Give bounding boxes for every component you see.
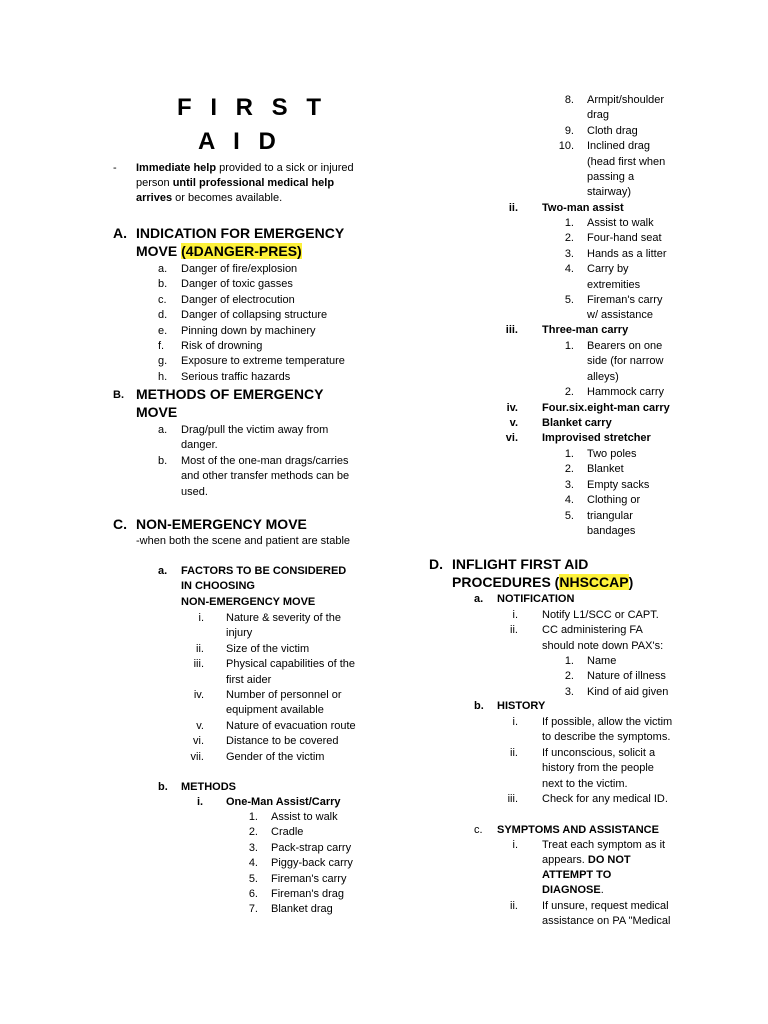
multi-man-marker: iv. [506,402,518,414]
list-item-text: Danger of fire/explosion [181,263,298,275]
list-item-marker: 3. [564,478,574,491]
list-item-marker: i. [198,612,204,624]
list-item-marker: 1. [564,448,574,460]
list-item-text: Fireman's carry [587,294,663,306]
factors-marker: a. [158,565,168,577]
list-item-text: Assist to walk [587,217,654,229]
list-item-marker: 8. [564,94,574,106]
list-item-marker: 10. [558,140,574,153]
list-item-text: injury [226,627,253,640]
list-item-marker: iii. [193,658,204,671]
list-item-text: (head first when [587,155,666,168]
list-item-marker: v. [196,719,204,732]
symptoms-item-1-marker: i. [512,839,518,851]
list-item-marker: 5. [564,294,574,306]
section-b-marker: B. [113,389,124,401]
symptoms-item-2-line-2: assistance on PA "Medical [542,915,671,927]
list-item-text: Carry by [587,263,629,276]
list-item-text: Nature of evacuation route [226,719,356,732]
list-item-marker: 2. [248,826,258,839]
list-item-text: Clothing or [587,494,641,507]
list-item-text: Danger of collapsing structure [181,309,328,322]
list-item-marker: 6. [248,888,258,900]
title-line-1: F I R S T [177,94,327,121]
list-item-text: Piggy-back carry [271,857,353,870]
list-item-text: Notify L1/SCC or CAPT. [542,609,659,621]
list-item-text: Pack-strap carry [271,841,352,854]
symptoms-item-2-line-1: If unsure, request medical [542,900,669,912]
list-item-marker: i. [512,716,518,728]
intro-line-1: Immediate help provided to a sick or injured [136,162,354,174]
symptoms-item-1-line-1: Treat each symptom as it [542,839,666,851]
list-item-marker: b. [158,454,168,467]
methods-marker: b. [158,781,168,793]
symptoms-label: SYMPTOMS AND ASSISTANCE [497,824,659,836]
list-item-marker: h. [158,370,168,383]
list-item-text: w/ assistance [587,309,654,322]
section-d-marker: D. [429,556,443,572]
two-man-marker: ii. [508,202,518,214]
list-item-text: Bearers on one [587,340,663,352]
list-item-marker: 5. [248,872,258,885]
improvised-label: Improvised stretcher [542,432,651,444]
multi-man-label: Four.six.eight-man carry [542,402,670,414]
list-item-text: side (for narrow [587,355,664,368]
list-item-marker: i. [512,609,518,621]
list-item-text: Physical capabilities of the [226,658,356,671]
list-item-text: Check for any medical ID. [542,793,668,805]
section-d-heading-line-2: PROCEDURES (NHSCCAP) [452,574,634,590]
methods-label: METHODS [181,781,236,793]
list-item-marker: g. [158,355,168,368]
list-item-marker: 2. [564,670,574,683]
list-item-text: Cloth drag [587,124,638,137]
blanket-carry-label: Blanket carry [542,417,612,429]
list-item-text: drag [587,109,610,122]
list-item-text: Assist to walk [271,811,338,823]
symptoms-marker: c. [474,824,483,836]
two-man-label: Two-man assist [542,202,624,214]
list-item-text: and other transfer methods can be [181,470,350,483]
list-item-text: Empty sacks [587,478,650,491]
list-item-text: extremities [587,278,641,291]
list-item-text: equipment available [226,704,324,717]
list-item-marker: vii. [190,750,204,763]
list-item-text: should note down PAX's: [542,639,664,652]
list-item-marker: 4. [564,494,574,507]
list-item-text: first aider [226,673,272,686]
intro-line-3: arrives or becomes available. [136,192,283,204]
history-marker: b. [474,700,484,712]
list-item-text: passing a [587,171,635,183]
list-item-marker: 1. [564,340,574,352]
list-item-text: Drag/pull the victim away from [181,424,329,436]
section-c-marker: C. [113,516,127,532]
symptoms-item-1-line-3: ATTEMPT TO [542,869,612,881]
three-man-marker: iii. [505,324,518,336]
notification-marker: a. [474,593,484,605]
symptoms-item-1-line-4: DIAGNOSE. [542,884,604,896]
factors-line-2: IN CHOOSING [181,580,255,592]
list-item-marker: 1. [248,811,258,823]
highlight-nhsccap: NHSCCAP [559,574,629,590]
list-item-text: Distance to be covered [226,735,339,748]
section-d-heading: INFLIGHT FIRST AID [452,556,589,572]
list-item-marker: 7. [248,903,258,916]
one-man-marker: i. [197,796,204,808]
list-item-text: Nature of illness [587,670,666,683]
list-item-marker: 4. [248,857,258,870]
section-c-note: -when both the scene and patient are stable [136,535,351,547]
list-item-marker: a. [158,424,168,436]
list-item-marker: 3. [248,841,258,854]
list-item-marker: a. [158,263,168,275]
list-item-marker: d. [158,309,168,322]
section-b-heading: METHODS OF EMERGENCY [136,386,324,402]
list-item-text: If possible, allow the victim [542,716,673,728]
list-item-text: Cradle [271,826,304,839]
list-item-text: Exposure to extreme temperature [181,355,345,368]
history-label: HISTORY [497,700,546,712]
list-item-text: Number of personnel or [226,689,342,701]
section-c-heading: NON-EMERGENCY MOVE [136,516,307,532]
list-item-text: danger. [181,439,218,452]
list-item-text: alleys) [587,370,619,383]
list-item-text: to describe the symptoms. [542,731,671,744]
list-item-text: If unconscious, solicit a [542,746,656,759]
list-item-text: Fireman's drag [271,888,345,900]
title-line-2: A I D [198,128,282,155]
improvised-marker: vi. [505,432,518,444]
list-item-marker: 3. [564,685,574,698]
list-item-marker: ii. [510,746,518,759]
list-item-text: Name [587,655,617,667]
list-item-marker: 2. [564,232,574,245]
section-a-heading: INDICATION FOR EMERGENCY [136,225,345,241]
list-item-text: history from the people [542,762,654,775]
intro-dash: - [113,162,117,174]
list-item-marker: 1. [564,655,574,667]
list-item-text: Fireman's carry [271,872,347,885]
list-item-text: CC administering FA [542,624,643,637]
list-item-text: Blanket drag [271,903,333,916]
list-item-text: Risk of drowning [181,340,263,352]
list-item-text: stairway) [587,186,632,199]
list-item-text: Gender of the victim [226,750,325,763]
list-item-text: Hands as a litter [587,247,667,260]
list-item-text: Serious traffic hazards [181,370,291,383]
list-item-marker: b. [158,278,168,291]
list-item-marker: 4. [564,263,574,276]
list-item-text: Size of the victim [226,642,310,655]
list-item-marker: ii. [196,642,204,655]
list-item-text: Danger of toxic gasses [181,278,293,291]
list-item-marker: 1. [564,217,574,229]
list-item-marker: 3. [564,247,574,260]
factors-line-1: FACTORS TO BE CONSIDERED [181,565,347,577]
list-item-text: Kind of aid given [587,685,669,698]
list-item-text: Four-hand seat [587,232,662,245]
intro-line-2: person until professional medical help [136,177,335,189]
list-item-text: Two poles [587,448,637,460]
one-man-label: One-Man Assist/Carry [226,796,341,808]
three-man-label: Three-man carry [542,324,629,336]
notification-label: NOTIFICATION [497,593,575,605]
list-item-marker: 2. [564,386,574,399]
symptoms-item-2-marker: ii. [510,900,518,912]
list-item-marker: 9. [564,124,574,137]
list-item-text: next to the victim. [542,777,628,790]
factors-line-3: NON-EMERGENCY MOVE [181,596,316,608]
list-item-marker: iv. [193,689,204,701]
list-item-text: Most of the one-man drags/carries [181,454,349,467]
list-item-text: Armpit/shoulder [587,94,665,106]
list-item-marker: f. [158,340,165,352]
list-item-marker: 5. [564,509,574,522]
list-item-text: used. [181,485,208,498]
section-a-marker: A. [113,225,127,241]
list-item-text: Pinning down by machinery [181,324,316,337]
list-item-marker: 2. [564,463,574,476]
list-item-text: Danger of electrocution [181,293,295,306]
list-item-text: triangular [587,509,633,522]
list-item-text: Blanket [587,463,624,476]
list-item-marker: e. [158,324,168,337]
list-item-marker: vi. [193,735,204,748]
list-item-text: Inclined drag [587,140,650,153]
list-item-text: bandages [587,525,636,537]
blanket-carry-marker: v. [509,417,518,429]
section-b-heading-line-2: MOVE [136,404,178,420]
list-item-text: Nature & severity of the [226,612,341,624]
highlight-4danger-pres: (4DANGER-PRES) [181,243,302,259]
symptoms-item-1-line-2: appears. DO NOT [542,854,631,866]
list-item-marker: c. [158,293,167,306]
list-item-text: Hammock carry [587,386,665,399]
section-a-heading-line-2: MOVE (4DANGER-PRES) [136,243,302,259]
list-item-marker: iii. [507,793,518,805]
list-item-marker: ii. [510,624,518,637]
